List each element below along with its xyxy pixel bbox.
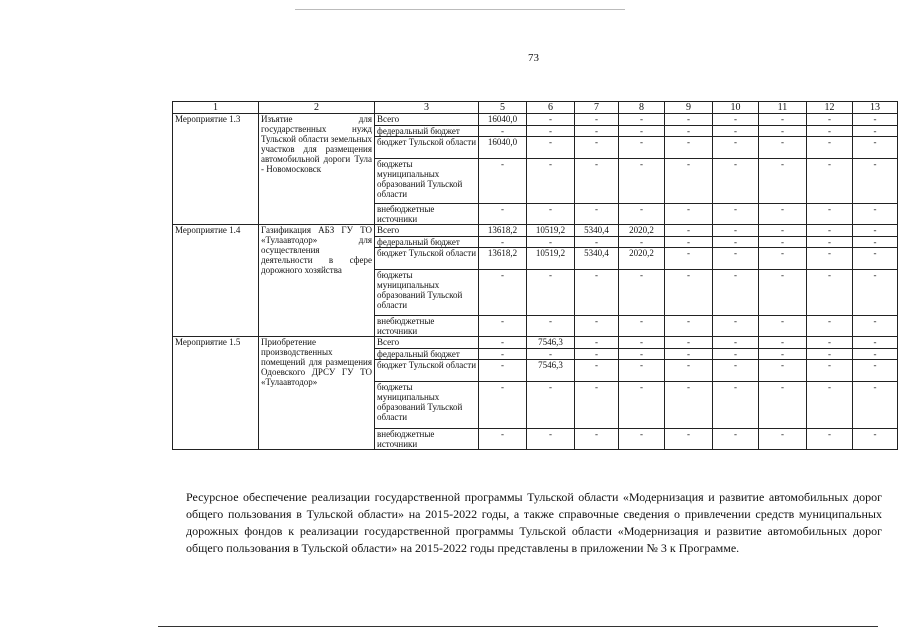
value-cell: - [527,204,575,225]
value-cell: - [807,316,853,337]
table-row [173,225,898,237]
value-cell: - [665,337,713,349]
value-cell: - [619,316,665,337]
header-cell: 9 [665,102,713,114]
value-cell: - [527,429,575,450]
value-cell: - [759,159,807,204]
value-cell: - [665,114,713,126]
value-cell: - [619,159,665,204]
value-cell: - [575,137,619,159]
value-cell: - [665,349,713,360]
value-cell: - [575,237,619,248]
value-cell: 2020,2 [619,248,665,270]
value-cell: - [807,137,853,159]
value-cell: - [713,349,759,360]
value-cell: - [665,225,713,237]
value-cell: - [759,126,807,137]
value-cell: - [759,316,807,337]
value-cell: 7546,3 [527,360,575,382]
value-cell: - [759,337,807,349]
value-cell: - [479,337,527,349]
table-row [173,114,898,126]
funding-source: федеральный бюджет [375,237,479,248]
value-cell: - [807,248,853,270]
funding-source: бюджет Тульской области [375,360,479,382]
value-cell: - [807,225,853,237]
value-cell: - [619,126,665,137]
value-cell: - [665,159,713,204]
funding-source: внебюджетные источники [375,204,479,225]
value-cell: 16040,0 [479,137,527,159]
header-cell: 10 [713,102,759,114]
value-cell: - [853,126,898,137]
header-cell: 1 [173,102,259,114]
header-cell: 12 [807,102,853,114]
measure-id: Мероприятие 1.3 [173,114,259,225]
value-cell: - [853,429,898,450]
measure-description: Изъятие для государственных нужд Тульской области земельных участков для размещения автомобильной дороги Тула - Новомосковск [259,114,375,225]
funding-source: Всего [375,337,479,349]
value-cell: - [713,126,759,137]
value-cell: - [759,429,807,450]
value-cell: - [619,429,665,450]
resource-table [172,101,898,450]
table-header-row [173,102,898,114]
funding-source: бюджеты муниципальных образований Тульской области [375,159,479,204]
value-cell: 13618,2 [479,225,527,237]
value-cell: - [527,126,575,137]
value-cell: - [479,126,527,137]
value-cell: - [665,237,713,248]
header-cell: 11 [759,102,807,114]
value-cell: 16040,0 [479,114,527,126]
value-cell: - [665,137,713,159]
value-cell: - [713,225,759,237]
value-cell: - [759,137,807,159]
value-cell: - [527,159,575,204]
value-cell: - [713,270,759,316]
value-cell: - [479,349,527,360]
value-cell: - [807,382,853,429]
value-cell: - [807,270,853,316]
header-cell: 3 [375,102,479,114]
body-paragraph: Ресурсное обеспечение реализации государственной программы Тульской области «Модернизация и развитие автомобильных дорог общего пользования в Тульской области» на 2015-2022 годы, а также справочные сведения о привлечении средств муниципальных дорожных фондов к реализации государственной программы Тульской области «Модернизация и развитие автомобильных дорог общего пользования в Тульской области» на 2015-2022 годы представлены в приложении № 3 к Программе. [186,490,882,555]
value-cell: - [759,225,807,237]
header-cell: 2 [259,102,375,114]
value-cell: - [853,316,898,337]
value-cell: - [527,382,575,429]
value-cell: - [619,349,665,360]
value-cell: - [759,382,807,429]
value-cell: 7546,3 [527,337,575,349]
value-cell: - [853,137,898,159]
value-cell: - [575,429,619,450]
value-cell: 10519,2 [527,248,575,270]
value-cell: - [759,114,807,126]
value-cell: - [665,204,713,225]
value-cell: - [619,137,665,159]
value-cell: - [713,337,759,349]
value-cell: - [713,159,759,204]
value-cell: - [713,237,759,248]
header-cell: 5 [479,102,527,114]
value-cell: - [527,349,575,360]
measure-description: Приобретение производственных помещений для размещения Одоевского ДРСУ ГУ ТО «Тулаавтодор» [259,337,375,450]
funding-source: Всего [375,114,479,126]
value-cell: - [853,360,898,382]
value-cell: - [665,270,713,316]
value-cell: - [479,204,527,225]
measure-id: Мероприятие 1.4 [173,225,259,337]
funding-source: Всего [375,225,479,237]
value-cell: - [619,270,665,316]
value-cell: - [575,159,619,204]
value-cell: - [713,204,759,225]
value-cell: - [665,248,713,270]
value-cell: - [619,204,665,225]
top-rule [295,9,625,10]
funding-source: внебюджетные источники [375,429,479,450]
value-cell: 5340,4 [575,225,619,237]
value-cell: - [527,137,575,159]
value-cell: - [853,337,898,349]
page-number: 73 [528,52,539,64]
value-cell: - [575,360,619,382]
value-cell: - [713,382,759,429]
measure-description: Газификация АБЗ ГУ ТО «Тулаавтодор» для осуществления деятельности в сфере дорожного хозяйства [259,225,375,337]
value-cell: - [853,237,898,248]
value-cell: - [713,316,759,337]
value-cell: - [575,349,619,360]
value-cell: - [619,237,665,248]
value-cell: - [665,429,713,450]
funding-source: бюджет Тульской области [375,137,479,159]
value-cell: - [479,237,527,248]
header-cell: 6 [527,102,575,114]
header-cell: 13 [853,102,898,114]
value-cell: - [759,204,807,225]
funding-source: бюджеты муниципальных образований Тульской области [375,270,479,316]
value-cell: - [479,270,527,316]
value-cell: - [527,316,575,337]
value-cell: - [575,337,619,349]
value-cell: - [619,337,665,349]
value-cell: - [853,225,898,237]
value-cell: - [853,248,898,270]
value-cell: - [619,114,665,126]
value-cell: - [575,114,619,126]
value-cell: - [713,114,759,126]
value-cell: 5340,4 [575,248,619,270]
value-cell: - [575,316,619,337]
value-cell: - [853,382,898,429]
value-cell: - [575,270,619,316]
value-cell: 13618,2 [479,248,527,270]
value-cell: 2020,2 [619,225,665,237]
header-cell: 7 [575,102,619,114]
value-cell: - [479,429,527,450]
value-cell: - [619,360,665,382]
value-cell: - [807,159,853,204]
table-row [173,337,898,349]
value-cell: - [713,248,759,270]
value-cell: - [807,126,853,137]
value-cell: - [575,382,619,429]
value-cell: - [759,237,807,248]
value-cell: - [619,382,665,429]
value-cell: - [713,360,759,382]
value-cell: - [759,270,807,316]
value-cell: - [853,349,898,360]
value-cell: - [479,159,527,204]
value-cell: - [479,382,527,429]
value-cell: - [759,248,807,270]
value-cell: - [527,270,575,316]
value-cell: - [665,316,713,337]
value-cell: - [807,237,853,248]
value-cell: - [759,349,807,360]
value-cell: - [807,337,853,349]
header-cell: 8 [619,102,665,114]
funding-source: бюджет Тульской области [375,248,479,270]
value-cell: - [713,429,759,450]
value-cell: - [853,159,898,204]
measure-id: Мероприятие 1.5 [173,337,259,450]
value-cell: - [853,114,898,126]
value-cell: - [807,114,853,126]
value-cell: - [807,204,853,225]
funding-source: федеральный бюджет [375,126,479,137]
value-cell: - [665,382,713,429]
value-cell: - [479,316,527,337]
funding-source: федеральный бюджет [375,349,479,360]
value-cell: - [759,360,807,382]
value-cell: - [575,126,619,137]
value-cell: - [575,204,619,225]
funding-source: бюджеты муниципальных образований Тульской области [375,382,479,429]
value-cell: - [853,204,898,225]
bottom-rule [158,626,878,627]
value-cell: - [713,137,759,159]
value-cell: - [665,126,713,137]
value-cell: - [665,360,713,382]
funding-source: внебюджетные источники [375,316,479,337]
value-cell: - [527,114,575,126]
value-cell: - [807,349,853,360]
value-cell: - [807,360,853,382]
value-cell: - [853,270,898,316]
value-cell: 10519,2 [527,225,575,237]
value-cell: - [527,237,575,248]
value-cell: - [479,360,527,382]
value-cell: - [807,429,853,450]
